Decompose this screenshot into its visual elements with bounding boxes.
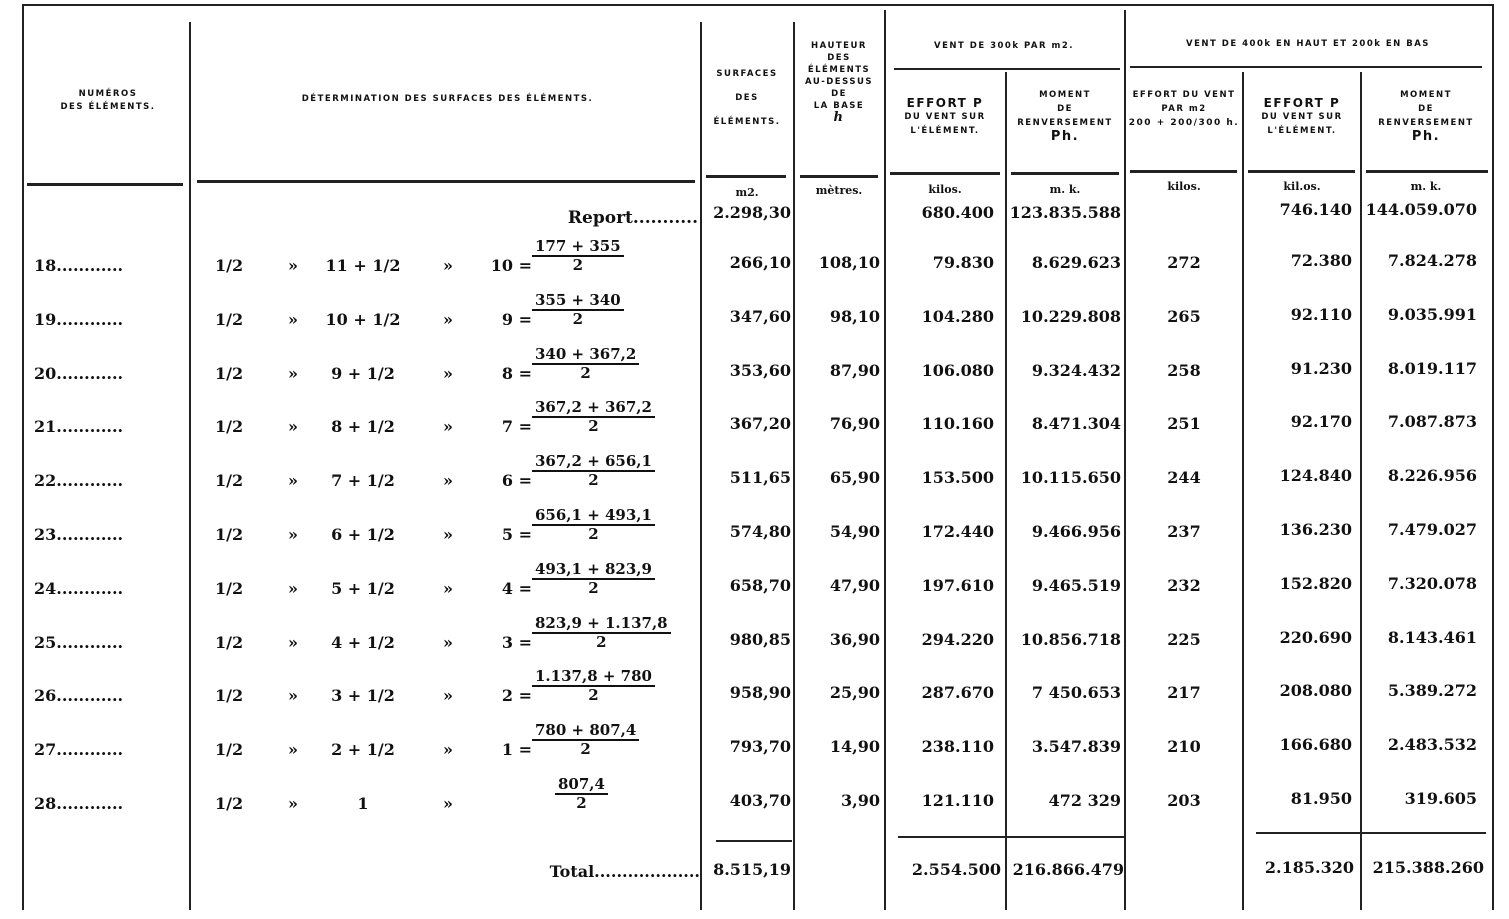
row-number: 21............ (34, 417, 124, 437)
row-moment-1: 9.465.519 (1031, 575, 1121, 595)
column-rule (1005, 72, 1007, 910)
fraction-numerator: 340 + 367,2 (532, 346, 639, 365)
row-number: 24............ (34, 578, 124, 598)
row-equals: 10 = (490, 256, 532, 275)
fraction-numerator: 355 + 340 (532, 292, 624, 311)
row-effort-par-m2: 258 (1167, 360, 1201, 380)
row-moment-1: 10.229.808 (1020, 306, 1121, 326)
row-hauteur: 14,90 (829, 737, 880, 757)
row-effort-2: 72.380 (1290, 251, 1352, 270)
row-equals: 6 = (501, 471, 532, 491)
fraction-numerator: 177 + 355 (532, 238, 624, 257)
row-ditto-2: » (443, 525, 453, 544)
row-surface: 367,20 (729, 414, 791, 434)
row-ditto-2: » (443, 471, 453, 491)
row-ditto-2: » (443, 632, 453, 652)
header-effort-par-m2 (1126, 88, 1242, 130)
header-line: DES (827, 53, 851, 63)
sum-rule (898, 836, 1124, 838)
row-hauteur: 36,90 (829, 629, 880, 649)
row-effort-par-m2: 232 (1167, 575, 1201, 595)
row-term: 11 + 1/2 (325, 256, 401, 275)
header-line: ÉLÉMENTS. (713, 117, 781, 127)
sum-rule (716, 840, 792, 842)
unit-effort-2: kil.os. (1283, 180, 1321, 193)
row-effort-2: 152.820 (1279, 573, 1352, 593)
row-equals: 3 = (501, 632, 532, 652)
header-rule (1248, 170, 1355, 173)
header-line: Ph. (1050, 129, 1080, 144)
row-surface: 658,70 (729, 575, 791, 595)
row-half: 1/2 (215, 256, 244, 275)
row-ditto-1: » (288, 740, 298, 760)
row-half: 1/2 (215, 686, 244, 706)
row-ditto-2: » (443, 794, 453, 813)
row-surface: 793,70 (729, 737, 791, 757)
row-term: 7 + 1/2 (331, 471, 395, 491)
row-surface: 347,60 (729, 306, 791, 326)
group-brace (1130, 66, 1482, 68)
total-label: Total................... (549, 862, 700, 881)
row-effort-1: 106.080 (921, 360, 994, 380)
row-term: 8 + 1/2 (331, 417, 395, 437)
total-effort-1: 2.554.500 (911, 860, 1001, 879)
header-moment-2 (1362, 88, 1490, 144)
header-line: 200 + 200/300 h. (1128, 118, 1240, 128)
table-border-left (22, 4, 24, 910)
report-moment-1: 123.835.588 (1009, 203, 1121, 222)
header-line: DES ÉLÉMENTS. (60, 102, 156, 112)
row-surface: 980,85 (729, 629, 791, 649)
header-rule (890, 172, 1000, 175)
row-equals: 4 = (501, 578, 532, 598)
row-half: 1/2 (215, 525, 244, 544)
report-label: Report........... (567, 208, 698, 228)
row-effort-2: 91.230 (1290, 358, 1352, 378)
fraction-denominator: 2 (572, 309, 584, 328)
fraction-denominator: 2 (580, 363, 591, 382)
header-line: SURFACES (716, 69, 778, 79)
row-half: 1/2 (215, 794, 244, 813)
row-surface: 511,65 (729, 468, 791, 488)
row-term: 6 + 1/2 (331, 525, 395, 544)
row-fraction (532, 292, 624, 328)
total-surface: 8.515,19 (713, 860, 791, 879)
row-effort-1: 104.280 (921, 306, 994, 326)
table-border-top (22, 4, 1494, 6)
row-effort-par-m2: 217 (1167, 683, 1201, 703)
row-number: 18............ (34, 256, 124, 275)
row-effort-par-m2: 203 (1167, 791, 1201, 810)
row-fraction (555, 776, 608, 812)
row-moment-1: 9.466.956 (1031, 522, 1121, 541)
row-effort-par-m2: 225 (1167, 629, 1201, 649)
header-line: L'ÉLÉMENT. (910, 126, 980, 136)
fraction-numerator: 807,4 (555, 776, 608, 795)
row-moment-2: 319.605 (1404, 789, 1477, 808)
header-line: LA BASE (813, 101, 865, 111)
fraction-denominator: 2 (596, 632, 607, 651)
row-ditto-2: » (443, 578, 453, 598)
row-term: 5 + 1/2 (331, 578, 395, 598)
row-surface: 266,10 (729, 253, 791, 272)
row-effort-2: 124.840 (1279, 466, 1352, 486)
row-effort-1: 197.610 (921, 575, 994, 595)
row-effort-1: 287.670 (921, 683, 994, 703)
row-ditto-2: » (443, 686, 453, 706)
row-ditto-1: » (288, 417, 298, 437)
row-moment-2: 7.824.278 (1387, 251, 1477, 270)
row-moment-1: 472 329 (1048, 791, 1121, 810)
row-half: 1/2 (215, 417, 244, 437)
header-hauteur (796, 40, 882, 124)
sum-rule (1256, 832, 1486, 834)
header-rule (27, 183, 183, 186)
row-fraction (532, 399, 655, 435)
row-surface: 574,80 (729, 522, 791, 541)
row-surface: 353,60 (729, 360, 791, 380)
fraction-denominator: 2 (588, 417, 599, 436)
unit-surfaces: m2. (735, 186, 759, 199)
row-moment-2: 8.226.956 (1387, 466, 1477, 486)
header-line: EFFORT P (906, 96, 984, 110)
row-equals: 8 = (501, 363, 532, 383)
row-half: 1/2 (215, 471, 244, 491)
table-border-right (1492, 4, 1494, 910)
fraction-numerator: 493,1 + 823,9 (532, 561, 655, 580)
unit-hauteur: mètres. (815, 184, 863, 197)
row-effort-1: 294.220 (921, 629, 994, 649)
row-number: 22............ (34, 471, 124, 491)
row-fraction (532, 346, 639, 382)
row-effort-2: 92.170 (1290, 412, 1352, 432)
row-ditto-1: » (288, 471, 298, 491)
row-moment-1: 8.629.623 (1031, 253, 1121, 272)
fraction-numerator: 367,2 + 367,2 (532, 399, 655, 418)
fraction-denominator: 2 (580, 740, 591, 759)
row-half: 1/2 (215, 578, 244, 598)
row-effort-2: 208.080 (1279, 681, 1352, 701)
report-surface: 2.298,30 (713, 203, 791, 222)
row-moment-1: 9.324.432 (1031, 360, 1121, 380)
fraction-numerator: 367,2 + 656,1 (532, 453, 655, 472)
header-rule (1130, 170, 1237, 173)
row-hauteur: 3,90 (841, 791, 880, 810)
group-brace (894, 68, 1120, 70)
row-effort-1: 172.440 (921, 522, 994, 541)
row-effort-1: 153.500 (921, 468, 994, 488)
header-surfaces (703, 62, 791, 134)
row-ditto-2: » (443, 363, 453, 383)
header-line: DES (735, 93, 759, 103)
row-ditto-2: » (443, 740, 453, 760)
row-fraction (532, 668, 655, 704)
row-ditto-1: » (288, 794, 298, 813)
header-line: PAR m2 (1161, 104, 1207, 114)
header-line: DE (831, 89, 847, 99)
row-effort-par-m2: 251 (1167, 414, 1201, 434)
row-moment-1: 7 450.653 (1031, 683, 1121, 703)
column-rule (1360, 72, 1362, 910)
header-line: MOMENT (1400, 90, 1452, 100)
row-number: 19............ (34, 309, 124, 329)
header-rule (706, 175, 786, 178)
header-line: RENVERSEMENT (1378, 118, 1474, 128)
row-moment-1: 3.547.839 (1031, 737, 1121, 757)
row-ditto-1: » (288, 363, 298, 383)
fraction-numerator: 656,1 + 493,1 (532, 507, 655, 526)
unit-moment-2: m. k. (1410, 180, 1442, 193)
header-determination: DÉTERMINATION DES SURFACES DES ÉLÉMENTS. (301, 94, 594, 104)
row-term: 1 (357, 794, 369, 813)
row-moment-2: 7.479.027 (1387, 520, 1477, 539)
row-term: 2 + 1/2 (331, 740, 395, 760)
header-line: ÉLÉMENTS (807, 65, 871, 75)
header-line: AU-DESSUS (805, 77, 873, 87)
header-effort-1 (887, 96, 1003, 138)
row-ditto-2: » (443, 309, 453, 329)
row-fraction (532, 238, 624, 274)
row-hauteur: 98,10 (829, 306, 880, 326)
row-surface: 958,90 (729, 683, 791, 703)
row-half: 1/2 (215, 363, 244, 383)
row-ditto-1: » (288, 309, 298, 329)
column-rule (884, 10, 886, 910)
fraction-denominator: 2 (588, 686, 599, 705)
row-ditto-1: » (288, 578, 298, 598)
unit-moment-1: m. k. (1049, 183, 1081, 196)
report-moment-2: 144.059.070 (1365, 200, 1477, 219)
row-effort-2: 81.950 (1290, 789, 1352, 808)
row-ditto-1: » (288, 256, 298, 275)
fraction-numerator: 780 + 807,4 (532, 722, 639, 741)
row-ditto-2: » (443, 256, 453, 275)
row-equals: 2 = (501, 686, 532, 706)
row-effort-par-m2: 210 (1167, 737, 1201, 757)
row-fraction (532, 453, 655, 489)
total-moment-2: 215.388.260 (1372, 858, 1484, 877)
row-ditto-1: » (288, 525, 298, 544)
row-moment-1: 10.115.650 (1020, 468, 1121, 488)
header-line: EFFORT DU VENT (1132, 90, 1236, 100)
fraction-denominator: 2 (588, 578, 599, 597)
row-fraction (532, 561, 655, 597)
row-hauteur: 47,90 (829, 575, 880, 595)
header-moment-1 (1007, 88, 1123, 144)
row-ditto-1: » (288, 686, 298, 706)
row-effort-par-m2: 265 (1167, 306, 1201, 326)
row-hauteur: 65,90 (829, 468, 880, 488)
row-term: 4 + 1/2 (331, 632, 395, 652)
row-effort-par-m2: 272 (1167, 253, 1201, 272)
row-hauteur: 25,90 (829, 683, 880, 703)
row-effort-par-m2: 237 (1167, 522, 1201, 541)
header-line: h (833, 110, 845, 125)
header-rule (1011, 172, 1119, 175)
fraction-numerator: 1.137,8 + 780 (532, 668, 655, 687)
row-surface: 403,70 (729, 791, 791, 810)
row-equals: 9 = (501, 309, 532, 329)
row-moment-1: 8.471.304 (1031, 414, 1121, 434)
header-group-vent-400-200: VENT DE 400k EN HAUT ET 200k EN BAS (1186, 39, 1430, 49)
header-rule (1366, 170, 1488, 173)
fraction-numerator: 823,9 + 1.137,8 (532, 615, 671, 634)
report-effort-1: 680.400 (921, 203, 994, 222)
row-effort-2: 166.680 (1279, 735, 1352, 755)
row-effort-1: 238.110 (921, 737, 994, 757)
row-effort-2: 136.230 (1279, 520, 1352, 539)
row-effort-1: 121.110 (921, 791, 994, 810)
fraction-denominator: 2 (588, 471, 599, 490)
header-line: DE (1418, 104, 1434, 114)
total-moment-1: 216.866.479 (1012, 860, 1124, 879)
row-term: 3 + 1/2 (331, 686, 395, 706)
header-group-vent-300: VENT DE 300k PAR m2. (934, 41, 1074, 51)
row-half: 1/2 (215, 309, 244, 329)
row-moment-1: 10.856.718 (1020, 629, 1121, 649)
header-line: HAUTEUR (811, 41, 867, 51)
row-equals: 1 = (501, 740, 532, 760)
row-half: 1/2 (215, 632, 244, 652)
row-fraction (532, 722, 639, 758)
row-number: 20............ (34, 363, 124, 383)
fraction-denominator: 2 (588, 525, 599, 543)
header-rule (197, 180, 695, 183)
unit-effort-1: kilos. (928, 183, 962, 196)
total-effort-2: 2.185.320 (1264, 858, 1354, 877)
report-effort-2: 746.140 (1279, 200, 1352, 219)
row-ditto-2: » (443, 417, 453, 437)
header-line: L'ÉLÉMENT. (1267, 126, 1337, 136)
row-moment-2: 7.087.873 (1387, 412, 1477, 432)
row-term: 10 + 1/2 (325, 309, 401, 329)
row-term: 9 + 1/2 (331, 363, 395, 383)
row-moment-2: 7.320.078 (1387, 573, 1477, 593)
row-equals: 5 = (501, 525, 532, 544)
row-effort-1: 79.830 (932, 253, 994, 272)
header-rule (800, 175, 878, 178)
row-hauteur: 87,90 (829, 360, 880, 380)
column-rule (1124, 10, 1126, 910)
header-effort-2 (1244, 96, 1360, 138)
header-line: RENVERSEMENT (1017, 118, 1113, 128)
row-hauteur: 76,90 (829, 414, 880, 434)
row-number: 28............ (34, 794, 124, 813)
header-line: Ph. (1411, 129, 1441, 144)
header-line: EFFORT P (1263, 96, 1341, 110)
column-rule (189, 22, 191, 910)
header-line: MOMENT (1039, 90, 1091, 100)
column-rule (700, 22, 702, 910)
row-number: 25............ (34, 632, 124, 652)
row-ditto-1: » (288, 632, 298, 652)
header-line: DU VENT SUR (1261, 112, 1343, 122)
row-moment-2: 5.389.272 (1387, 681, 1477, 701)
unit-effort-par-m2: kilos. (1167, 180, 1201, 193)
row-fraction (532, 615, 671, 651)
row-effort-par-m2: 244 (1167, 468, 1201, 488)
row-number: 27............ (34, 740, 124, 760)
row-moment-2: 8.019.117 (1387, 358, 1477, 378)
row-moment-2: 2.483.532 (1387, 735, 1477, 755)
row-hauteur: 108,10 (818, 253, 880, 272)
header-line: DE (1057, 104, 1073, 114)
row-number: 26............ (34, 686, 124, 706)
row-hauteur: 54,90 (829, 522, 880, 541)
row-moment-2: 8.143.461 (1387, 627, 1477, 647)
fraction-denominator: 2 (572, 256, 584, 274)
row-moment-2: 9.035.991 (1387, 304, 1477, 324)
column-rule (793, 22, 795, 910)
column-rule (1242, 72, 1244, 910)
row-half: 1/2 (215, 740, 244, 760)
header-line: NUMÉROS (78, 89, 138, 99)
row-number: 23............ (34, 525, 124, 544)
row-effort-2: 220.690 (1279, 627, 1352, 647)
row-effort-2: 92.110 (1290, 304, 1352, 324)
row-fraction (532, 507, 655, 543)
row-equals: 7 = (501, 417, 532, 437)
header-line: DU VENT SUR (904, 112, 986, 122)
fraction-denominator: 2 (576, 794, 587, 812)
header-numero (28, 88, 188, 114)
row-effort-1: 110.160 (921, 414, 994, 434)
